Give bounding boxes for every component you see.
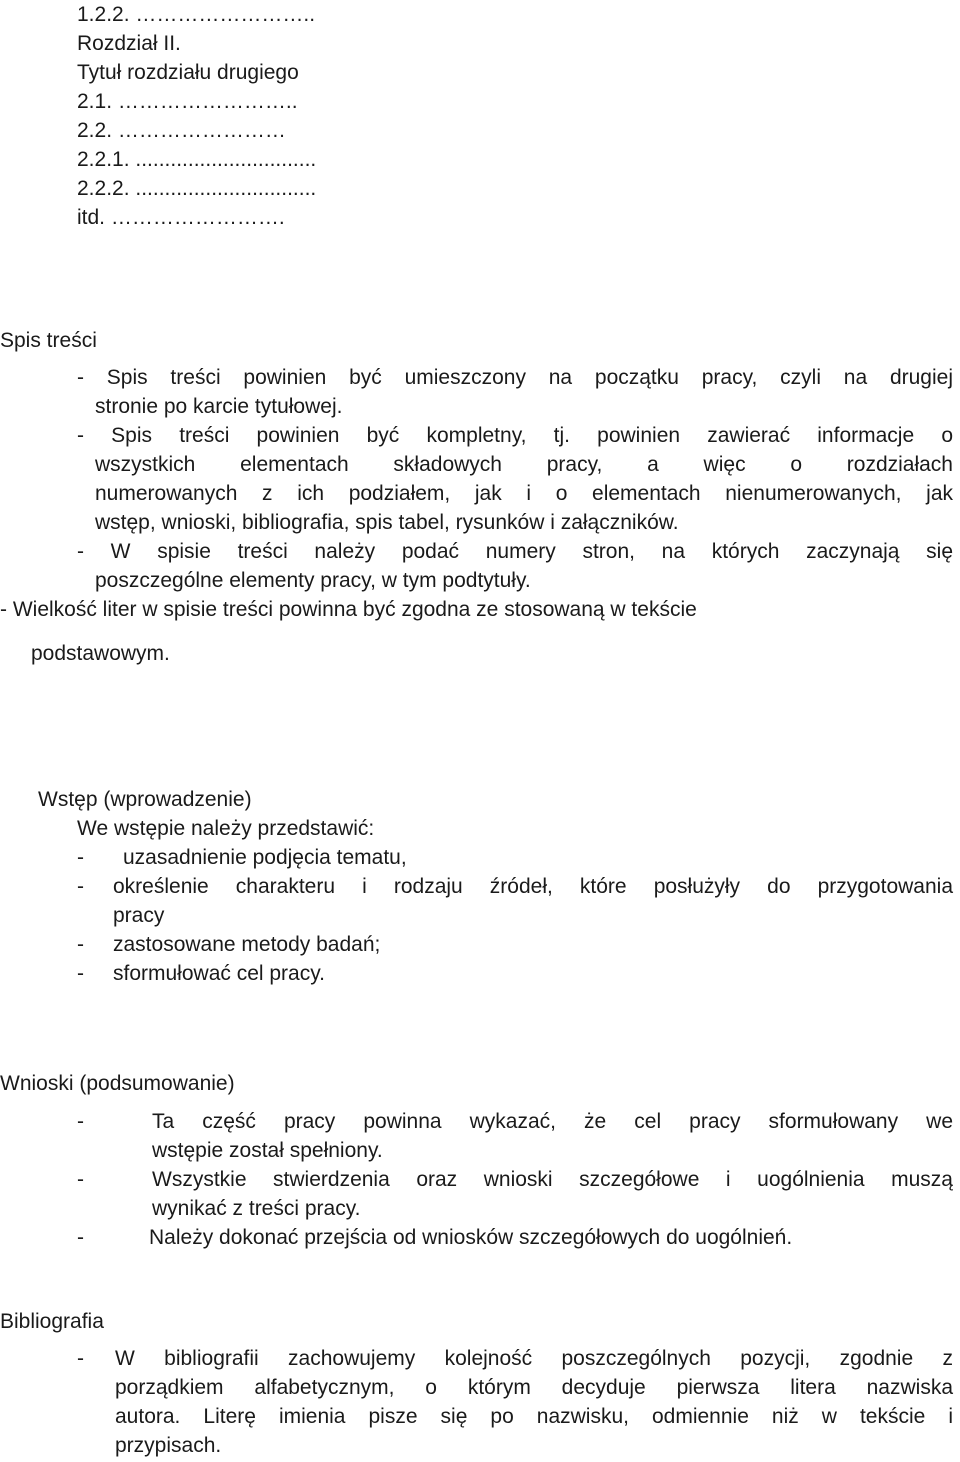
list-dash: - xyxy=(77,875,84,898)
toc-line-2-1: 2.1. …………………….. xyxy=(77,90,298,113)
toc-chapter-label: Rozdział II. xyxy=(77,32,181,55)
toc-line-2-2-2: 2.2.2. ............................... xyxy=(77,177,317,200)
section-intro: We wstępie należy przedstawić: xyxy=(77,817,375,840)
bullet-text: stronie po karcie tytułowej. xyxy=(95,395,343,418)
list-item: Wszystkie stwierdzenia oraz wnioski szczegółowe i uogólnienia muszą xyxy=(152,1168,953,1191)
list-item: sformułować cel pracy. xyxy=(113,962,326,985)
list-item: autora. Literę imienia pisze się po nazwisku, odmiennie niż w tekście i xyxy=(115,1405,953,1428)
list-item: Należy dokonać przejścia od wniosków szczegółowych do uogólnień. xyxy=(149,1226,793,1249)
list-dash: - xyxy=(77,1110,84,1133)
section-heading: Spis treści xyxy=(0,329,97,352)
list-dash: - xyxy=(77,846,84,869)
bullet-text: wszystkich elementach składowych pracy, a więc o rozdziałach xyxy=(95,453,953,476)
section-heading: Wnioski (podsumowanie) xyxy=(0,1072,235,1095)
list-item: wynikać z treści pracy. xyxy=(152,1197,361,1220)
list-dash: - xyxy=(77,933,84,956)
bullet-text: numerowanych z ich podziałem, jak i o elementach nienumerowanych, jak xyxy=(95,482,953,505)
bullet-text: wstęp, wnioski, bibliografia, spis tabel, rysunków i załączników. xyxy=(95,511,679,534)
toc-chapter-title: Tytuł rozdziału drugiego xyxy=(77,61,299,84)
toc-line-etc: itd. ……………………. xyxy=(77,206,285,229)
list-item: porządkiem alfabetycznym, o którym decyduje pierwsza litera nazwiska xyxy=(115,1376,953,1399)
section-heading: Wstęp (wprowadzenie) xyxy=(38,788,252,811)
list-dash: - xyxy=(77,1347,84,1370)
list-dash: - xyxy=(77,1226,84,1249)
toc-line-2-2: 2.2. …………………… xyxy=(77,119,286,142)
list-item: pracy xyxy=(113,904,165,927)
bullet-text: - Spis treści powinien być umieszczony na początku pracy, czyli na drugiej xyxy=(77,366,953,389)
list-item: uzasadnienie podjęcia tematu, xyxy=(123,846,407,869)
list-dash: - xyxy=(77,962,84,985)
section-heading: Bibliografia xyxy=(0,1310,104,1333)
toc-line-1: 1.2.2. …………………….. xyxy=(77,3,316,26)
bullet-text: poszczególne elementy pracy, w tym podtytuły. xyxy=(95,569,531,592)
list-item: zastosowane metody badań; xyxy=(113,933,381,956)
bullet-text: - W spisie treści należy podać numery stron, na których zaczynają się xyxy=(77,540,953,563)
list-item: określenie charakteru i rodzaju źródeł, które posłużyły do przygotowania xyxy=(113,875,953,898)
bullet-text: - Spis treści powinien być kompletny, tj. powinien zawierać informacje o xyxy=(77,424,953,447)
list-dash: - xyxy=(77,1168,84,1191)
list-item: W bibliografii zachowujemy kolejność poszczególnych pozycji, zgodnie z xyxy=(115,1347,953,1370)
toc-line-2-2-1: 2.2.1. ............................... xyxy=(77,148,317,171)
bullet-text: - Wielkość liter w spisie treści powinna być zgodna ze stosowaną w tekście xyxy=(0,598,697,621)
list-item: wstępie został spełniony. xyxy=(152,1139,383,1162)
list-item: przypisach. xyxy=(115,1434,222,1457)
bullet-text: podstawowym. xyxy=(31,642,170,665)
list-item: Ta część pracy powinna wykazać, że cel pracy sformułowany we xyxy=(152,1110,953,1133)
